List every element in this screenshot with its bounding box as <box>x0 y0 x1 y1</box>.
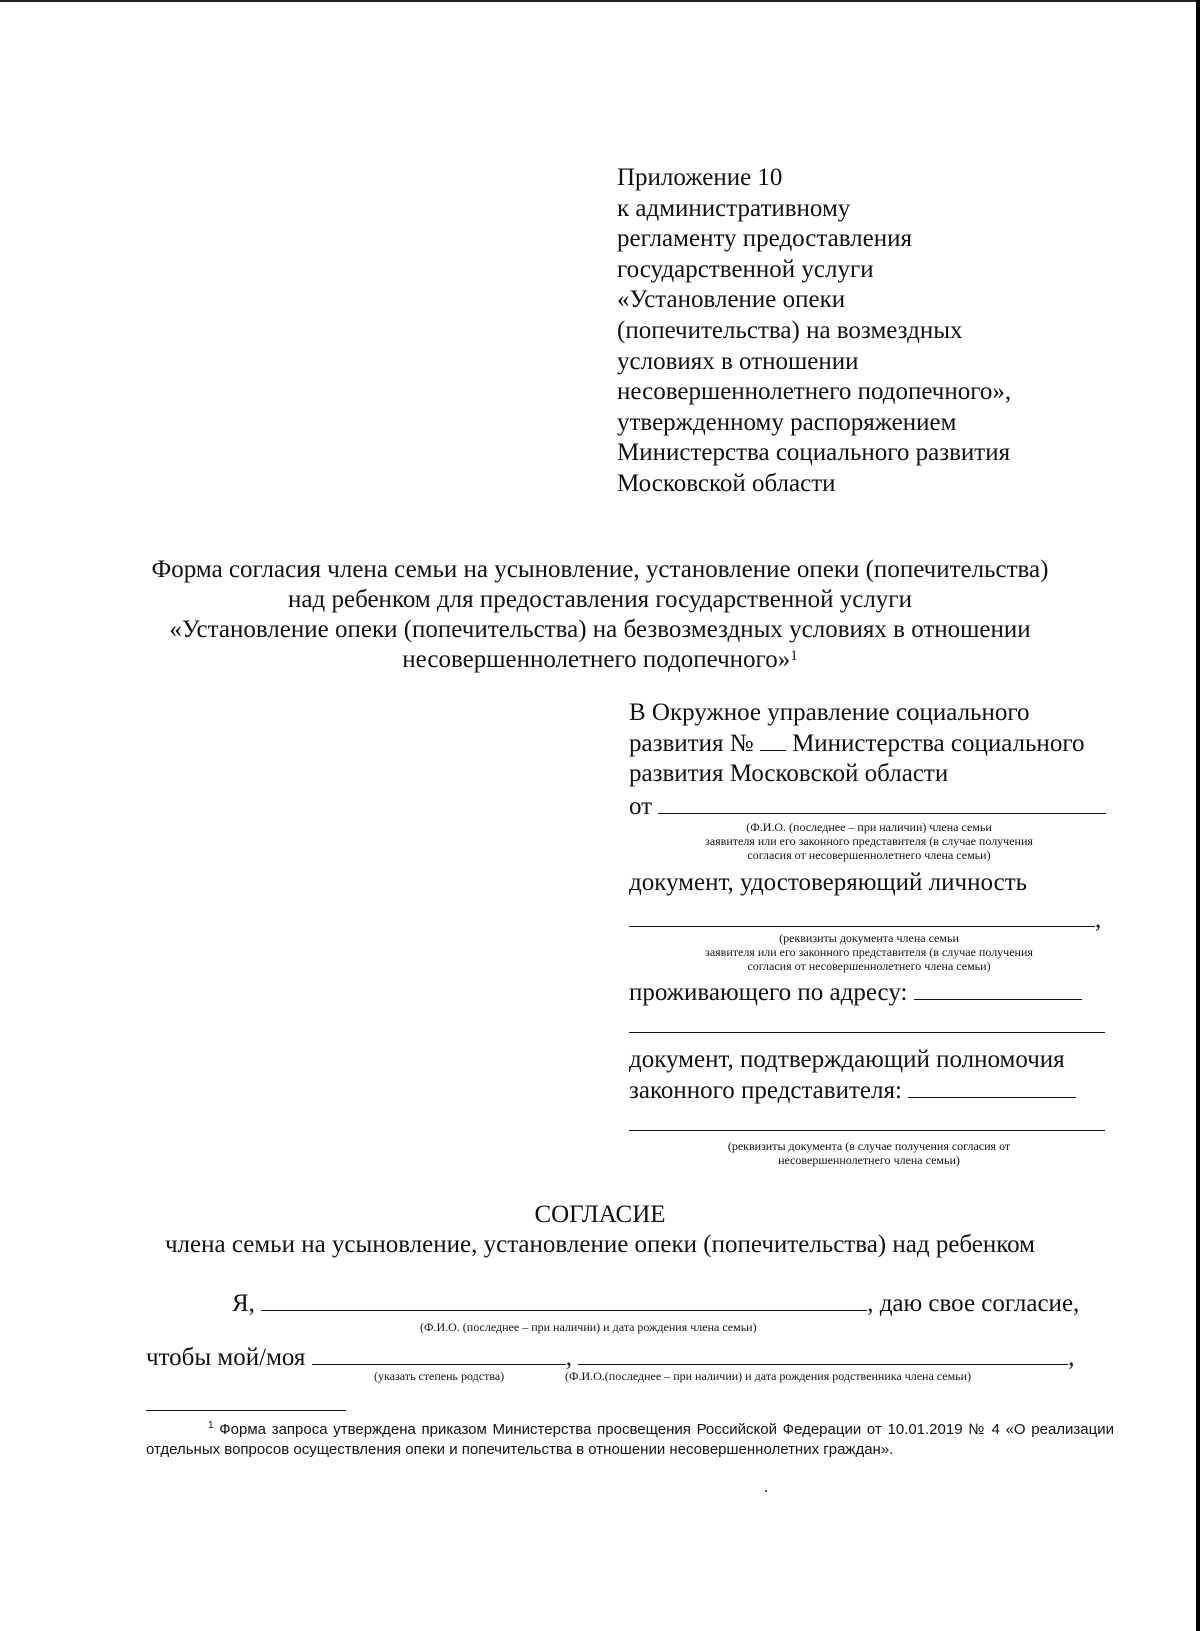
from-caption <box>629 820 1109 862</box>
address-line <box>629 977 1109 1008</box>
id-document-field[interactable] <box>629 904 1095 927</box>
footnote-text: Форма запроса утверждена приказом Министерства просвещения Российской Федерации от 10.01.2019 № 4 «О реализации отдельных вопросов осуществления опеки и попечительства в отношении несовершеннолетних граждан». <box>146 1421 1114 1458</box>
relation-prefix-label: чтобы мой/моя <box>146 1344 306 1371</box>
consent-title: СОГЛАСИЕ <box>534 1201 666 1228</box>
office-number-label: развития № <box>629 730 754 757</box>
authority-field-2[interactable] <box>629 1108 1105 1131</box>
form-title-line: Форма согласия члена семьи на усыновление, установление опеки (попечительства) <box>151 556 1049 583</box>
annex-line: регламенту предоставления <box>617 225 913 253</box>
annex-line: «Установление опеки <box>617 286 846 314</box>
caption-line: согласия от несовершеннолетнего члена семьи) <box>747 848 991 862</box>
annex-line: к административному <box>617 194 851 222</box>
scan-edge-top <box>0 0 1200 2</box>
from-name-field[interactable] <box>658 791 1106 814</box>
annex-line: Московской области <box>617 469 836 497</box>
annex-line: государственной услуги <box>617 255 874 283</box>
from-label: от <box>629 793 653 820</box>
address-field[interactable] <box>914 977 1082 1000</box>
annex-line: несовершеннолетнего подопечного», <box>617 378 1012 406</box>
caption-line: несовершеннолетнего члена семьи) <box>778 1153 960 1167</box>
consent-line-2 <box>146 1342 1074 1372</box>
caption-line: (реквизиты документа члена семьи <box>779 931 959 945</box>
address-label: проживающего по адресу: <box>629 979 908 1006</box>
member-name-field[interactable] <box>261 1288 867 1311</box>
relation-degree-caption: (указать степень родства) <box>374 1369 505 1383</box>
caption-line: согласия от несовершеннолетнего члена семьи) <box>747 959 991 973</box>
footnote-reference: 1 <box>790 648 798 664</box>
from-line <box>629 791 1109 822</box>
annex-block <box>617 163 1011 500</box>
authority-line-2 <box>629 1108 1109 1139</box>
ministry-label: Министерства социального <box>792 730 1085 757</box>
annex-line: Приложение 10 <box>617 164 783 191</box>
id-document-label: документ, удостоверяющий личность <box>629 869 1028 896</box>
authority-field[interactable] <box>908 1075 1076 1098</box>
relation-degree-field[interactable] <box>312 1342 566 1365</box>
authority-caption <box>629 1139 1109 1167</box>
authority-label: документ, подтверждающий полномочия <box>629 1046 1065 1073</box>
form-title-line: над ребенком для предоставления государственной услуги <box>288 586 912 613</box>
footnote <box>146 1416 1114 1460</box>
caption-line: заявителя или его законного представителя (в случае получения <box>705 945 1033 959</box>
office-number-field[interactable] <box>760 728 786 751</box>
caption-line: заявителя или его законного представителя (в случае получения <box>705 834 1033 848</box>
caption-line: (Ф.И.О. (последнее – при наличии) члена семьи <box>746 820 992 834</box>
annex-line: условиях в отношении <box>617 347 859 375</box>
id-document-caption <box>629 931 1109 973</box>
form-title-line: «Установление опеки (попечительства) на безвозмездных условиях в отношении <box>169 616 1031 643</box>
addressee-line: развития Московской области <box>629 760 949 787</box>
consent-subtitle: члена семьи на усыновление, установление опеки (попечительства) над ребенком <box>164 1231 1036 1258</box>
member-name-caption: (Ф.И.О. (последнее – при наличии) и дата рождения члена семьи) <box>420 1320 757 1334</box>
relative-name-caption: (Ф.И.О.(последнее – при наличии) и дата рождения родственника члена семьи) <box>565 1369 972 1383</box>
addressee-line-number <box>629 728 1109 759</box>
address-field-2[interactable] <box>629 1010 1105 1033</box>
authority-label-2: законного представителя: <box>629 1077 902 1104</box>
scan-edge-right <box>1196 0 1200 1631</box>
form-title-line-last <box>100 645 1100 675</box>
relative-name-field[interactable] <box>578 1342 1068 1365</box>
annex-line: (попечительства) на возмездных <box>617 316 963 344</box>
authority-line <box>629 1075 1109 1106</box>
annex-line: утвержденному распоряжением <box>617 408 957 436</box>
comma: , <box>1095 906 1102 933</box>
form-title-line: несовершеннолетнего подопечного» <box>402 646 791 673</box>
addressee-block <box>629 698 1109 1167</box>
comma: , <box>1068 1344 1075 1371</box>
footnote-rule <box>146 1410 346 1411</box>
scan-speck <box>765 1490 767 1492</box>
addressee-line: В Окружное управление социального <box>629 699 1030 726</box>
address-line-2 <box>629 1010 1109 1041</box>
comma: , <box>565 1344 572 1371</box>
caption-line: (реквизиты документа (в случае получения согласия от <box>727 1139 1011 1153</box>
annex-line: Министерства социального развития <box>617 439 1011 467</box>
footnote-mark: 1 <box>208 1420 214 1431</box>
consent-ya-label: Я, <box>232 1290 255 1317</box>
form-title <box>100 555 1100 675</box>
consent-line-1 <box>232 1288 1079 1318</box>
consent-agree-label: , даю свое согласие, <box>867 1290 1080 1317</box>
